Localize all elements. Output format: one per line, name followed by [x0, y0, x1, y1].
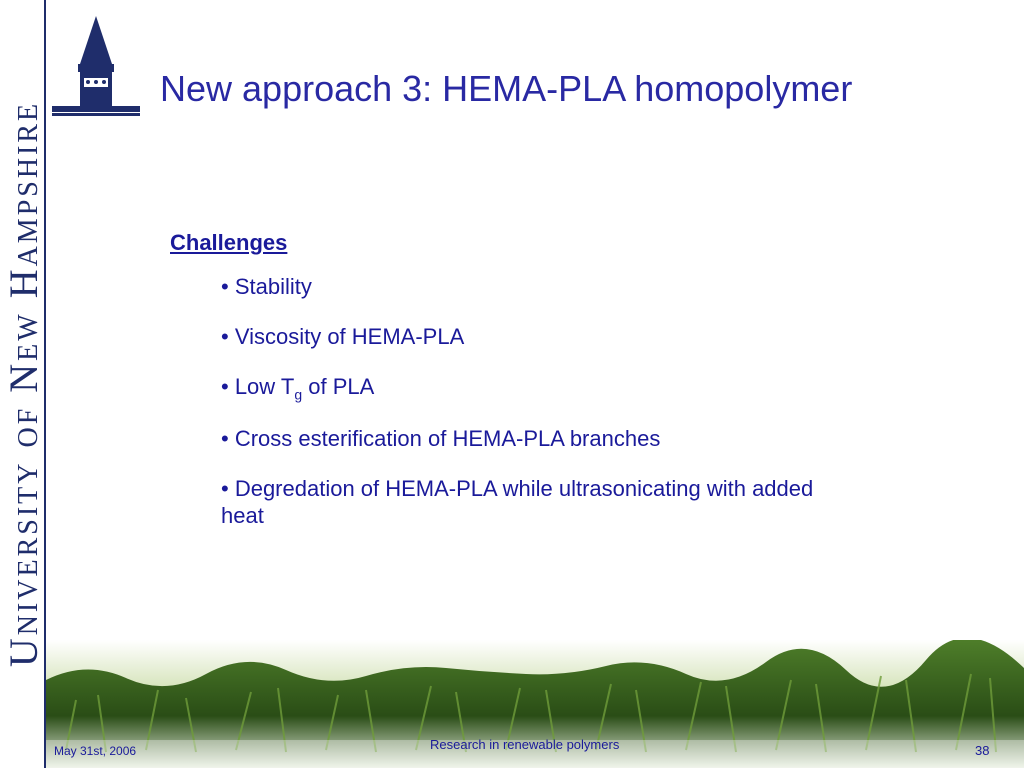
- bullet-stability: • Stability: [221, 274, 312, 299]
- footer-title: Research in renewable polymers: [430, 737, 620, 752]
- bullet-cross-esterification: • Cross esterification of HEMA-PLA branches: [221, 426, 661, 452]
- bullet-degredation: • Degredation of HEMA-PLA while ultrasonicating with added heat: [221, 475, 814, 528]
- bullet-low-tg: [221, 374, 870, 403]
- section-heading: Challenges: [170, 230, 288, 255]
- university-wordmark: University of New Hampshire: [0, 100, 46, 668]
- bullet-low-tg-text: • Low T: [221, 373, 295, 399]
- slide-content: [170, 230, 870, 553]
- slide-title: New approach 3: HEMA-PLA homopolymer: [160, 68, 853, 109]
- bullet-low-tg-suffix: of PLA: [302, 373, 375, 399]
- university-side-band: [0, 0, 46, 768]
- bullet-viscosity: • Viscosity of HEMA-PLA: [221, 323, 465, 349]
- footer-page-number: 38: [975, 743, 990, 758]
- bullet-low-tg-subscript: g: [294, 386, 303, 403]
- footer-date: May 31st, 2006: [54, 744, 137, 758]
- clock-tower-logo-icon: [50, 14, 142, 118]
